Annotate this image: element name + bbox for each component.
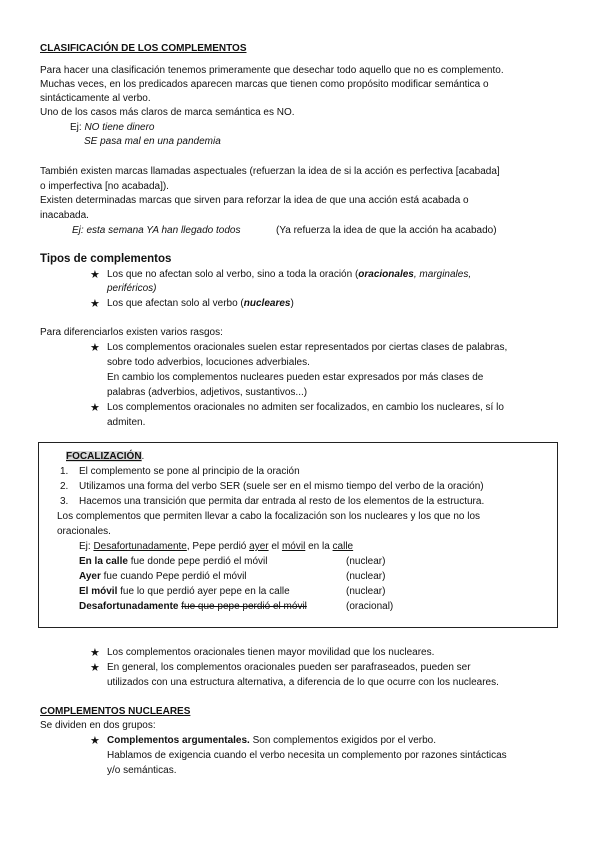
- focalizacion-heading: FOCALIZACIÓN.: [66, 451, 145, 462]
- aspect-note: (Ya refuerza la idea de que la acción ha acabado): [276, 225, 497, 236]
- intro-example-2: SE pasa mal en una pandemia: [84, 136, 221, 147]
- tipos-bullet-2: Los que afectan solo al verbo (nucleares): [107, 298, 294, 309]
- focal-row-3-tag: (nuclear): [346, 586, 386, 597]
- aspect-line-1: También existen marcas llamadas aspectuales (refuerzan la idea de si la acción es perfectiva [acabada]: [40, 166, 500, 177]
- aspect-example: Ej: esta semana YA han llegado todos: [72, 225, 241, 236]
- rasgos-b2-line-1: Los complementos oracionales no admiten ser focalizados, en cambio los nucleares, sí lo: [107, 402, 504, 413]
- rasgos-intro: Para diferenciarlos existen varios rasgos:: [40, 327, 223, 338]
- page-title: CLASIFICACIÓN DE LOS COMPLEMENTOS: [40, 43, 247, 54]
- tipos-heading: Tipos de complementos: [40, 253, 172, 265]
- star-bullet-icon: ★: [90, 662, 100, 674]
- rasgos-b1-line-4: palabras (adverbios, adjetivos, sustantivos...): [107, 387, 308, 398]
- tipos-bullet-1: Los que no afectan solo al verbo, sino a toda la oración (oracionales, marginales,: [107, 269, 472, 280]
- after-bullet-2-line-1: En general, los complementos oracionales pueden ser parafraseados, pueden ser: [107, 662, 471, 673]
- aspect-line-3: Existen determinadas marcas que sirven para reforzar la idea de que una acción está acabada o: [40, 195, 469, 206]
- focal-para-line-1: Los complementos que permiten llevar a cabo la focalización son los nucleares y los que no los: [57, 511, 481, 522]
- focal-row-2-tag: (nuclear): [346, 571, 386, 582]
- star-bullet-icon: ★: [90, 735, 100, 747]
- focal-num-3: 3.: [60, 496, 69, 507]
- star-bullet-icon: ★: [90, 647, 100, 659]
- intro-line-1: Para hacer una clasificación tenemos primeramente que desechar todo aquello que no es complemento.: [40, 65, 504, 76]
- star-bullet-icon: ★: [90, 269, 100, 281]
- aspect-line-4: inacabada.: [40, 210, 89, 221]
- nucleares-bullet-1: Complementos argumentales. Son complementos exigidos por el verbo.: [107, 735, 437, 746]
- focal-row-1-tag: (nuclear): [346, 556, 386, 567]
- focal-para-line-2: oracionales.: [57, 526, 111, 537]
- tipos-bullet-1-cont: periféricos): [107, 283, 157, 294]
- focal-row-2: Ayer fue cuando Pepe perdió el móvil: [79, 571, 247, 582]
- rasgos-b1-line-2: sobre todo adverbios, locuciones adverbiales.: [107, 357, 310, 368]
- after-bullet-2-line-2: utilizados con una estructura alternativa, a diferencia de lo que ocurre con los nucleares.: [107, 677, 499, 688]
- star-bullet-icon: ★: [90, 402, 100, 414]
- example-text: NO tiene dinero: [84, 122, 155, 133]
- focal-item-1: El complemento se pone al principio de la oración: [79, 466, 300, 477]
- focal-num-1: 1.: [60, 466, 69, 477]
- rasgos-b2-line-2: admiten.: [107, 417, 146, 428]
- focal-row-1: En la calle fue donde pepe perdió el móvil: [79, 556, 268, 567]
- aspect-line-2: o imperfectiva [no acabada]).: [40, 181, 169, 192]
- focal-example: Ej: Desafortunadamente, Pepe perdió ayer el móvil en la calle: [79, 541, 354, 552]
- intro-example-1: [70, 121, 155, 135]
- rasgos-b1-line-3: En cambio los complementos nucleares pueden estar expresados por más clases de: [107, 372, 484, 383]
- after-bullet-1: Los complementos oracionales tienen mayor movilidad que los nucleares.: [107, 647, 435, 658]
- focal-row-4: Desafortunadamente fue que pepe perdió el móvil: [79, 601, 307, 612]
- nucleares-intro: Se dividen en dos grupos:: [40, 720, 156, 731]
- star-bullet-icon: ★: [90, 298, 100, 310]
- nucleares-title: COMPLEMENTOS NUCLEARES: [40, 706, 191, 717]
- intro-line-2: Muchas veces, en los predicados aparecen marcas que tienen como propósito modificar semántica o: [40, 79, 489, 90]
- focal-row-4-tag: (oracional): [346, 601, 394, 612]
- nucleares-bullet-1-line-2: Hablamos de exigencia cuando el verbo necesita un complemento por razones sintácticas: [107, 750, 507, 761]
- focal-row-3: El móvil fue lo que perdió ayer pepe en la calle: [79, 586, 290, 597]
- focal-num-2: 2.: [60, 481, 69, 492]
- focal-item-3: Hacemos una transición que permita dar entrada al resto de los elementos de la estructura.: [79, 496, 485, 507]
- nucleares-bullet-1-line-3: y/o semánticas.: [107, 765, 177, 776]
- rasgos-b1-line-1: Los complementos oracionales suelen estar representados por ciertas clases de palabras,: [107, 342, 508, 353]
- focal-item-2: Utilizamos una forma del verbo SER (suele ser en el mismo tiempo del verbo de la oración): [79, 481, 484, 492]
- example-label: Ej:: [70, 122, 82, 133]
- intro-line-3: sintácticamente al verbo.: [40, 93, 151, 104]
- star-bullet-icon: ★: [90, 342, 100, 354]
- intro-line-4: Uno de los casos más claros de marca semántica es NO.: [40, 107, 295, 118]
